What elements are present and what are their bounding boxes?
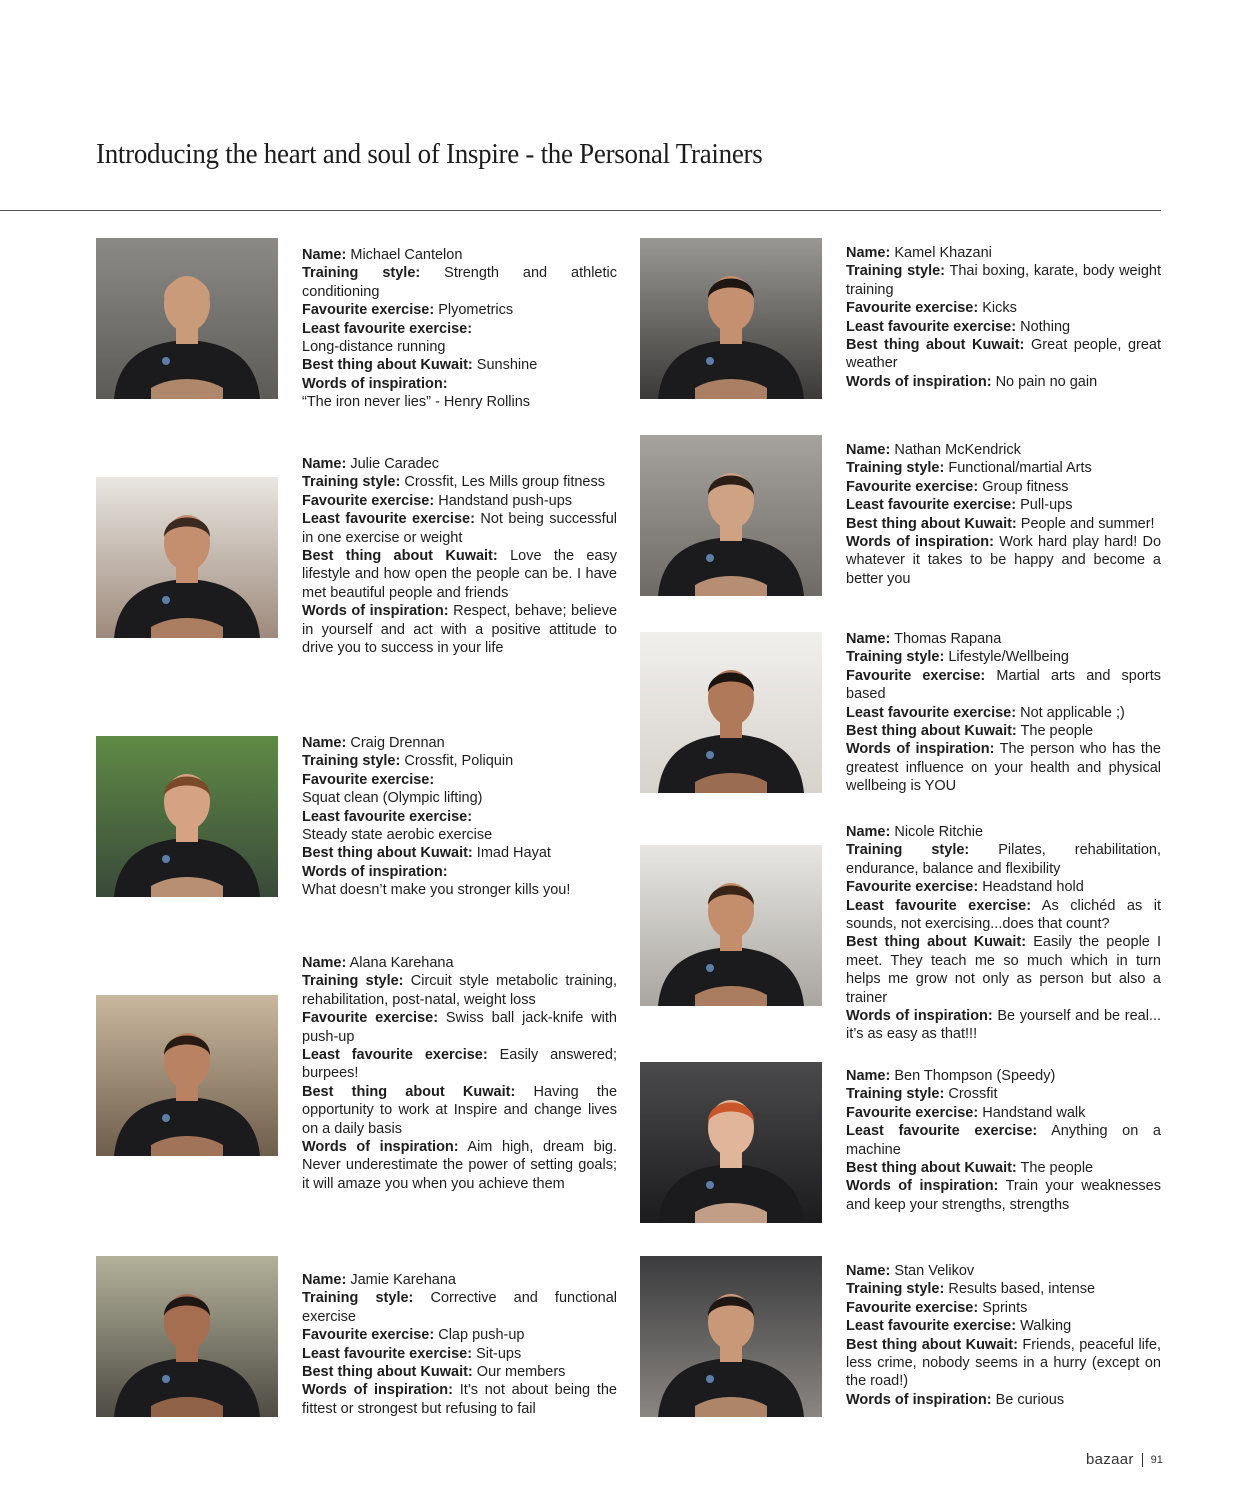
trainer-photo [640,845,822,1006]
training-style-label: Training style: [846,1281,945,1298]
name-line [846,1262,1161,1280]
favourite-exercise-line [846,878,1161,896]
name-label: Name: [846,1263,891,1279]
trainer-profile [640,630,1180,830]
least-favourite-exercise-line [302,1046,617,1083]
least-favourite-exercise-label: Least favourite exercise: [846,1123,1038,1140]
least-favourite-exercise-label: Least favourite exercise: [846,497,1017,514]
words-of-inspiration-line [302,602,617,657]
words-of-inspiration-line [846,373,1161,391]
training-style-label: Training style: [302,1290,414,1307]
name-value: Nicole Ritchie [894,824,984,840]
trainer-profile [96,238,636,438]
trainer-photo [96,477,278,638]
training-style-value: Pilates, rehabilitation, endurance, balance and flexibility [846,842,1162,877]
name-label: Name: [302,955,347,971]
name-value: Craig Drennan [350,735,445,751]
words-of-inspiration-line [846,1391,1161,1409]
trainer-profile [96,455,636,655]
name-line [846,630,1161,648]
name-value: Julie Caradec [350,456,440,472]
words-of-inspiration-label: Words of inspiration: [302,1139,459,1156]
words-of-inspiration-line [846,1177,1161,1214]
name-label: Name: [302,247,347,263]
best-thing-about-kuwait-value: The people [1020,1160,1094,1177]
least-favourite-exercise-label: Least favourite exercise: [846,318,1017,335]
least-favourite-exercise-line [302,808,617,845]
least-favourite-exercise-line [846,496,1161,514]
trainer-info [846,244,1161,391]
name-value: Nathan McKendrick [894,442,1021,458]
training-style-line [302,264,617,301]
least-favourite-exercise-value: Not applicable ;) [1020,704,1125,721]
name-label: Name: [846,1068,891,1084]
trainer-profile [640,1256,1180,1456]
training-style-line [846,841,1161,878]
favourite-exercise-value: Group fitness [982,478,1069,495]
best-thing-about-kuwait-line [302,1363,617,1381]
words-of-inspiration-value: It’s not about being the fittest or strongest but refusing to fail [302,1382,618,1417]
words-of-inspiration-label: Words of inspiration: [302,863,448,880]
words-of-inspiration-value: Respect, behave; believe in yourself and act with a positive attitude to drive you to success in your life [302,603,618,657]
trainer-profile [96,1256,636,1456]
favourite-exercise-value: Clap push-up [438,1327,525,1344]
training-style-value: Circuit style metabolic training, rehabilitation, post-natal, weight loss [302,973,617,1008]
words-of-inspiration-label: Words of inspiration: [302,603,449,620]
least-favourite-exercise-value: Pull-ups [1020,497,1073,514]
least-favourite-exercise-line [302,320,617,357]
trainer-info [846,630,1161,796]
training-style-label: Training style: [846,649,945,666]
favourite-exercise-line [846,1104,1161,1122]
words-of-inspiration-value: Be yourself and be real... it’s as easy as that!!! [846,1008,1162,1043]
training-style-label: Training style: [302,265,421,282]
best-thing-about-kuwait-value: Easily the people I meet. They teach me so much which in turn helps me grow not only as person but also a trainer [846,934,1162,1006]
trainer-info [302,734,617,900]
words-of-inspiration-label: Words of inspiration: [846,1008,993,1025]
training-style-value: Crossfit, Les Mills group fitness [404,474,605,491]
favourite-exercise-line [302,1009,617,1046]
training-style-line [302,1289,617,1326]
name-value: Jamie Karehana [350,1272,456,1288]
trainer-info [846,441,1161,588]
name-value: Ben Thompson (Speedy) [894,1068,1056,1084]
favourite-exercise-line [302,301,617,319]
best-thing-about-kuwait-value: Great people, great weather [846,337,1161,372]
least-favourite-exercise-line [846,704,1161,722]
favourite-exercise-label: Favourite exercise: [302,302,435,319]
words-of-inspiration-value: Aim high, dream big. Never underestimate the power of setting goals; it will amaze you when you achieve them [302,1139,618,1192]
trainer-info [846,823,1161,1044]
words-of-inspiration-label: Words of inspiration: [846,534,994,551]
best-thing-about-kuwait-label: Best thing about Kuwait: [846,934,1027,951]
favourite-exercise-value: Headstand hold [982,879,1084,896]
favourite-exercise-value: Kicks [982,300,1017,317]
favourite-exercise-label: Favourite exercise: [846,879,979,896]
words-of-inspiration-label: Words of inspiration: [302,375,448,392]
favourite-exercise-label: Favourite exercise: [302,1010,439,1027]
favourite-exercise-label: Favourite exercise: [846,1299,979,1316]
training-style-value: Lifestyle/Wellbeing [948,649,1069,666]
training-style-label: Training style: [302,973,404,990]
trainer-photo [96,736,278,897]
words-of-inspiration-value: No pain no gain [995,373,1098,390]
training-style-value: Functional/martial Arts [948,460,1092,477]
trainer-photo [96,1256,278,1417]
best-thing-about-kuwait-line [302,1083,617,1138]
trainer-photo [96,995,278,1156]
words-of-inspiration-value: What doesn’t make you stronger kills you! [302,882,571,899]
favourite-exercise-value: Plyometrics [438,302,514,319]
favourite-exercise-label: Favourite exercise: [302,771,435,788]
name-line [846,441,1161,459]
training-style-label: Training style: [302,753,401,770]
trainer-info [302,455,617,657]
favourite-exercise-value: Sprints [982,1299,1028,1316]
headline-divider [0,210,1161,211]
least-favourite-exercise-line [846,897,1161,934]
page-number: 91 [1150,1453,1163,1466]
trainer-photo [96,238,278,399]
name-value: Alana Karehana [349,955,454,971]
training-style-label: Training style: [846,1086,945,1103]
best-thing-about-kuwait-line [846,722,1161,740]
page-footer [1086,1451,1163,1468]
best-thing-about-kuwait-line [302,547,617,602]
trainer-info [302,246,617,412]
words-of-inspiration-value: Work hard play hard! Do whatever it takes to be happy and become a better you [846,534,1162,587]
best-thing-about-kuwait-line [302,356,617,374]
favourite-exercise-label: Favourite exercise: [846,300,979,317]
least-favourite-exercise-value: Easily answered; burpees! [302,1047,618,1082]
training-style-line [302,752,617,770]
trainer-info [846,1262,1161,1409]
training-style-line [846,648,1161,666]
trainer-profile [640,1062,1180,1262]
best-thing-about-kuwait-line [846,933,1161,1007]
least-favourite-exercise-label: Least favourite exercise: [846,704,1017,721]
page-headline: Introducing the heart and soul of Inspire - the Personal Trainers [96,138,763,170]
training-style-label: Training style: [846,263,945,280]
least-favourite-exercise-label: Least favourite exercise: [302,1047,488,1064]
best-thing-about-kuwait-value: Our members [476,1364,566,1381]
name-line [846,823,1161,841]
favourite-exercise-value: Handstand walk [982,1104,1086,1121]
name-value: Thomas Rapana [894,631,1002,647]
favourite-exercise-line [846,478,1161,496]
trainer-profile [640,238,1180,438]
trainer-photo [640,435,822,596]
name-value: Stan Velikov [894,1263,975,1279]
favourite-exercise-label: Favourite exercise: [846,1104,979,1121]
name-line [302,734,617,752]
best-thing-about-kuwait-value: Love the easy lifestyle and how open the people can be. I have met beautiful people and friends [302,548,617,601]
name-line [846,244,1161,262]
favourite-exercise-label: Favourite exercise: [302,492,435,509]
best-thing-about-kuwait-label: Best thing about Kuwait: [302,1083,516,1100]
name-label: Name: [302,735,347,751]
favourite-exercise-label: Favourite exercise: [846,667,986,684]
training-style-label: Training style: [846,842,970,859]
words-of-inspiration-line [846,533,1161,588]
words-of-inspiration-line [302,1138,617,1193]
training-style-value: Crossfit, Poliquin [404,753,514,770]
least-favourite-exercise-value: Sit-ups [476,1345,522,1362]
training-style-line [846,262,1161,299]
least-favourite-exercise-value: Walking [1020,1318,1072,1335]
least-favourite-exercise-line [846,1122,1161,1159]
best-thing-about-kuwait-value: People and summer! [1020,515,1155,532]
name-line [302,455,617,473]
training-style-line [846,1085,1161,1103]
name-label: Name: [302,456,347,472]
training-style-label: Training style: [846,460,945,477]
best-thing-about-kuwait-line [846,336,1161,373]
least-favourite-exercise-value: Nothing [1020,318,1071,335]
best-thing-about-kuwait-line [846,1159,1161,1177]
training-style-value: Corrective and functional exercise [302,1290,617,1325]
words-of-inspiration-line [846,1007,1161,1044]
least-favourite-exercise-value: As clichéd as it sounds, not exercising...does that count? [846,897,1161,933]
name-value: Kamel Khazani [894,245,992,261]
name-line [302,246,617,264]
training-style-line [846,459,1161,477]
trainer-profile [96,953,636,1192]
least-favourite-exercise-value: Anything on a machine [846,1123,1161,1158]
best-thing-about-kuwait-label: Best thing about Kuwait: [846,1336,1018,1353]
best-thing-about-kuwait-value: Friends, peaceful life, less crime, nobody seems in a hurry (except on the road!) [846,1336,1162,1390]
best-thing-about-kuwait-label: Best thing about Kuwait: [846,515,1017,532]
magazine-brand: bazaar [1086,1451,1134,1468]
least-favourite-exercise-label: Least favourite exercise: [846,1318,1017,1335]
words-of-inspiration-label: Words of inspiration: [846,1178,999,1195]
name-label: Name: [846,631,891,647]
least-favourite-exercise-line [302,1345,617,1363]
training-style-value: Thai boxing, karate, body weight training [846,263,1161,298]
best-thing-about-kuwait-line [846,1336,1161,1391]
best-thing-about-kuwait-label: Best thing about Kuwait: [846,1160,1017,1177]
words-of-inspiration-line [302,375,617,412]
favourite-exercise-label: Favourite exercise: [846,478,979,495]
best-thing-about-kuwait-label: Best thing about Kuwait: [302,357,473,374]
trainer-info [302,1271,617,1418]
training-style-value: Crossfit [948,1086,998,1103]
favourite-exercise-value: Squat clean (Olympic lifting) [302,790,483,807]
words-of-inspiration-value: Be curious [995,1391,1065,1408]
least-favourite-exercise-value: Not being successful in one exercise or weight [302,511,617,546]
words-of-inspiration-value: The person who has the greatest influence on your health and physical wellbeing is YOU [846,741,1161,795]
words-of-inspiration-line [302,1381,617,1418]
best-thing-about-kuwait-value: Imad Hayat [476,845,551,862]
name-value: Michael Cantelon [350,247,463,263]
least-favourite-exercise-label: Least favourite exercise: [302,320,473,337]
best-thing-about-kuwait-label: Best thing about Kuwait: [302,1364,473,1381]
name-line [846,1067,1161,1085]
least-favourite-exercise-line [302,510,617,547]
name-label: Name: [846,245,891,261]
least-favourite-exercise-label: Least favourite exercise: [302,511,475,528]
least-favourite-exercise-label: Least favourite exercise: [302,1345,473,1362]
name-label: Name: [302,1272,347,1288]
favourite-exercise-value: Handstand push-ups [438,492,573,509]
words-of-inspiration-value: Train your weaknesses and keep your strengths, strengths [846,1178,1161,1213]
words-of-inspiration-label: Words of inspiration: [846,741,995,758]
training-style-line [302,972,617,1009]
training-style-label: Training style: [302,474,401,491]
favourite-exercise-line [846,667,1161,704]
least-favourite-exercise-value: Long-distance running [302,339,446,356]
least-favourite-exercise-line [846,318,1161,336]
words-of-inspiration-value: “The iron never lies” - Henry Rollins [302,394,531,411]
favourite-exercise-line [302,1326,617,1344]
footer-separator [1142,1453,1143,1467]
trainer-profile [640,435,1180,635]
best-thing-about-kuwait-label: Best thing about Kuwait: [846,337,1025,354]
best-thing-about-kuwait-line [846,515,1161,533]
best-thing-about-kuwait-value: Having the opportunity to work at Inspire and change lives on a daily basis [302,1083,618,1137]
favourite-exercise-value: Martial arts and sports based [846,667,1161,703]
best-thing-about-kuwait-value: Sunshine [476,357,538,374]
training-style-value: Strength and athletic conditioning [302,265,617,300]
words-of-inspiration-label: Words of inspiration: [846,373,992,390]
trainer-profile [640,823,1180,1043]
trainer-info [302,954,617,1193]
training-style-value: Results based, intense [948,1281,1096,1298]
best-thing-about-kuwait-label: Best thing about Kuwait: [302,845,473,862]
favourite-exercise-line [302,492,617,510]
trainer-photo [640,1256,822,1417]
best-thing-about-kuwait-label: Best thing about Kuwait: [846,723,1017,740]
name-label: Name: [846,442,891,458]
favourite-exercise-line [846,1299,1161,1317]
trainer-photo [640,238,822,399]
words-of-inspiration-line [302,863,617,900]
name-line [302,954,617,972]
training-style-line [846,1280,1161,1298]
words-of-inspiration-label: Words of inspiration: [302,1382,453,1399]
favourite-exercise-line [846,299,1161,317]
least-favourite-exercise-line [846,1317,1161,1335]
words-of-inspiration-label: Words of inspiration: [846,1391,992,1408]
name-label: Name: [846,824,891,840]
best-thing-about-kuwait-value: The people [1020,723,1094,740]
favourite-exercise-line [302,771,617,808]
trainer-profile [96,734,636,934]
name-line [302,1271,617,1289]
best-thing-about-kuwait-label: Best thing about Kuwait: [302,548,498,565]
words-of-inspiration-line [846,740,1161,795]
trainer-info [846,1067,1161,1214]
trainer-photo [640,1062,822,1223]
best-thing-about-kuwait-line [302,844,617,862]
least-favourite-exercise-value: Steady state aerobic exercise [302,827,493,844]
favourite-exercise-value: Swiss ball jack-knife with push-up [302,1010,617,1045]
favourite-exercise-label: Favourite exercise: [302,1327,435,1344]
trainer-photo [640,632,822,793]
least-favourite-exercise-label: Least favourite exercise: [302,808,473,825]
training-style-line [302,473,617,491]
least-favourite-exercise-label: Least favourite exercise: [846,897,1032,914]
